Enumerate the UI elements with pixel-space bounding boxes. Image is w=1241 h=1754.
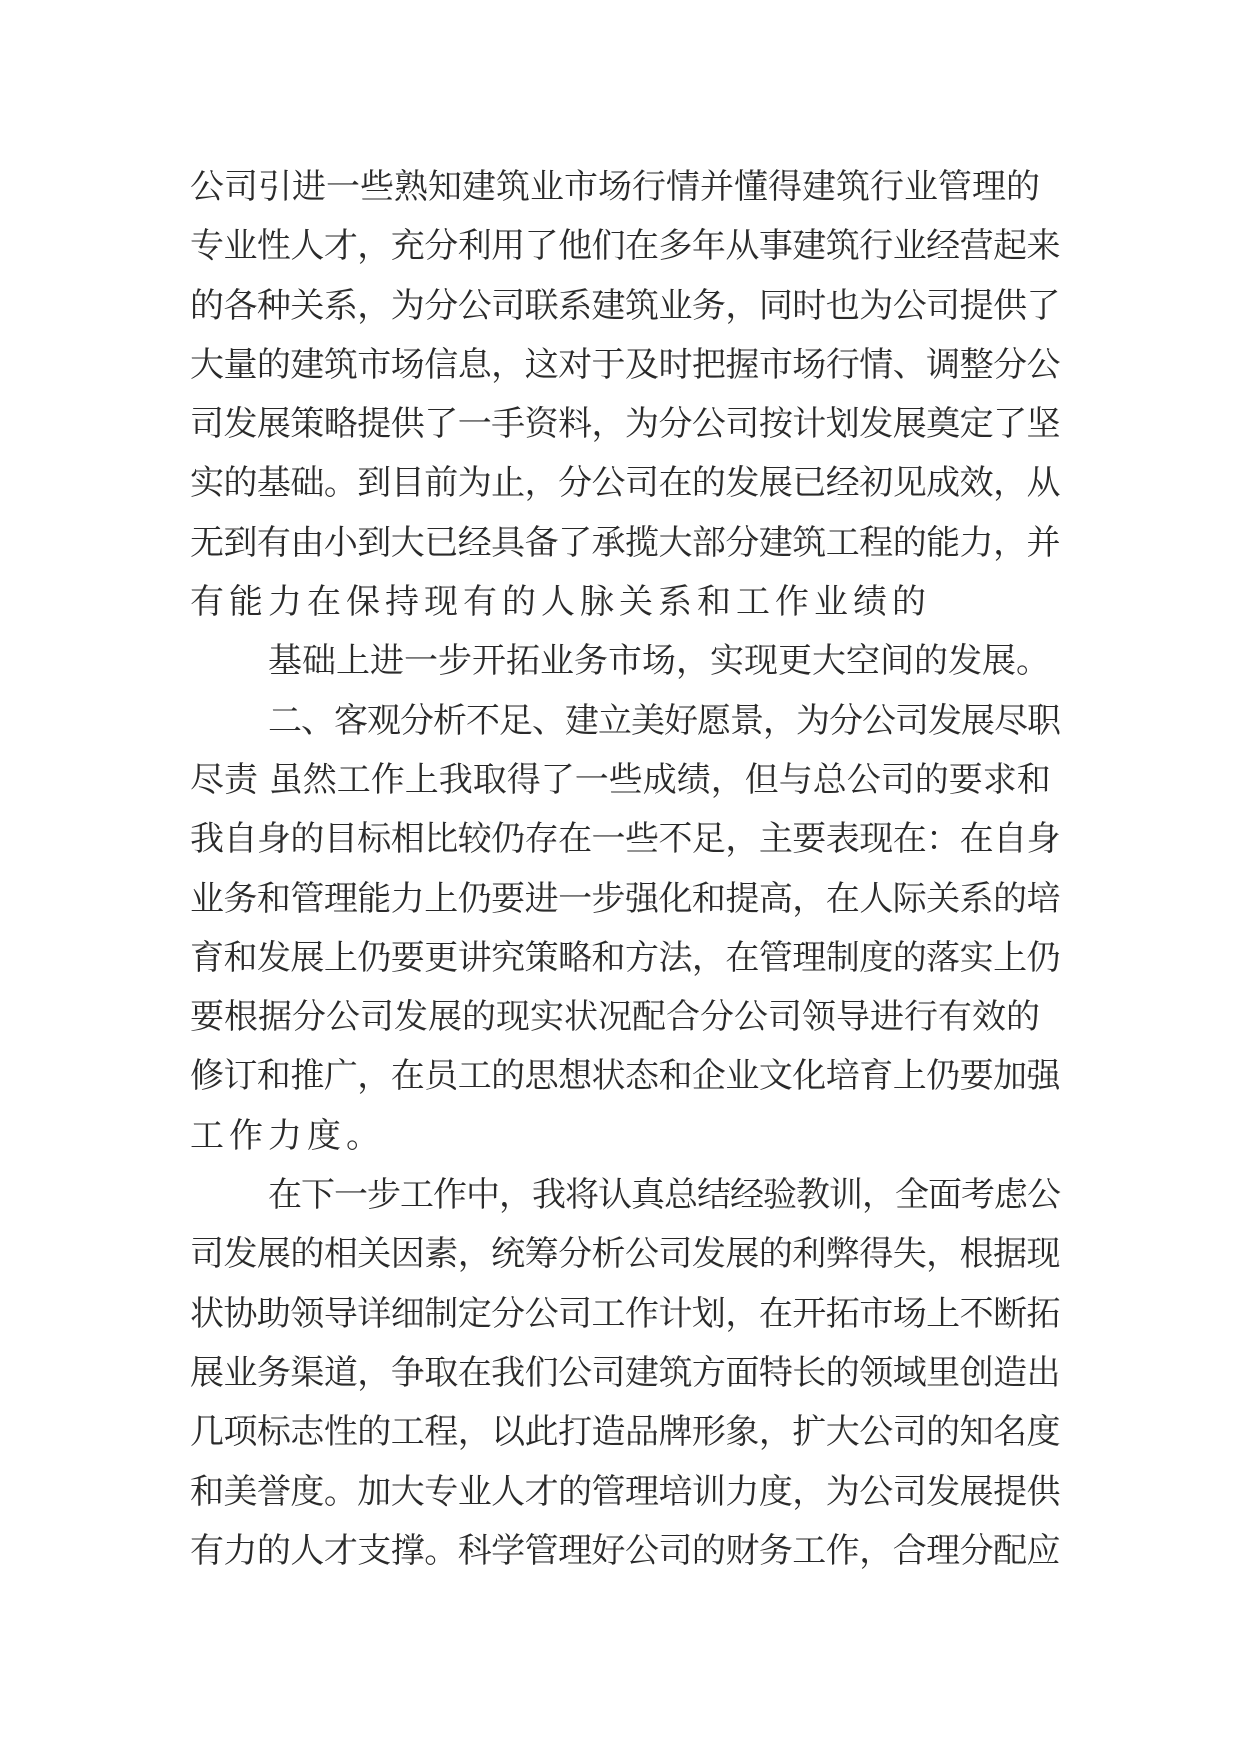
text-line: 尽责 虽然工作上我取得了一些成绩，但与总公司的要求和: [190, 759, 1051, 800]
text-line: 几项标志性的工程，以此打造品牌形象，扩大公司的知名度: [190, 1412, 1060, 1453]
text-line: 展业务渠道，争取在我们公司建筑方面特长的领域里创造出: [190, 1352, 1060, 1393]
text-line: 我自身的目标相比较仍存在一些不足，主要表现在：在自身: [190, 819, 1060, 860]
text-line: 二、客观分析不足、建立美好愿景，为分公司发展尽职: [268, 700, 1060, 741]
text-line: 状协助领导详细制定分公司工作计划，在开拓市场上不断拓: [190, 1293, 1060, 1334]
text-line: 的各种关系，为分公司联系建筑业务，同时也为公司提供了: [190, 285, 1060, 326]
text-line: 工作力度。: [190, 1115, 385, 1156]
text-line: 和美誉度。加大专业人才的管理培训力度，为公司发展提供: [190, 1471, 1060, 1512]
text-line: 在下一步工作中，我将认真总结经验教训，全面考虑公: [268, 1175, 1060, 1216]
text-line: 专业性人才，充分利用了他们在多年从事建筑行业经营起来: [190, 226, 1060, 267]
text-line: 修订和推广，在员工的思想状态和企业文化培育上仍要加强: [190, 1056, 1060, 1097]
text-line: 司发展策略提供了一手资料，为分公司按计划发展奠定了坚: [190, 404, 1060, 445]
text-line: 育和发展上仍要更讲究策略和方法，在管理制度的落实上仍: [190, 937, 1060, 978]
text-line: 基础上进一步开拓业务市场，实现更大空间的发展。: [268, 641, 1050, 682]
text-line: 有力的人才支撑。科学管理好公司的财务工作，合理分配应: [190, 1530, 1060, 1571]
text-line: 无到有由小到大已经具备了承揽大部分建筑工程的能力，并: [190, 522, 1060, 563]
text-line: 司发展的相关因素，统筹分析公司发展的利弊得失，根据现: [190, 1234, 1060, 1275]
text-line: 大量的建筑市场信息，这对于及时把握市场行情、调整分公: [190, 344, 1060, 385]
text-line: 业务和管理能力上仍要进一步强化和提高，在人际关系的培: [190, 878, 1060, 919]
text-line: 实的基础。到目前为止，分公司在的发展已经初见成效，从: [190, 463, 1060, 504]
body-text: [190, 158, 1060, 1581]
text-line: 有能力在保持现有的人脉关系和工作业绩的: [190, 582, 931, 623]
text-line: 公司引进一些熟知建筑业市场行情并懂得建筑行业管理的: [190, 167, 1040, 207]
text-line: 要根据分公司发展的现实状况配合分公司领导进行有效的: [190, 997, 1040, 1038]
